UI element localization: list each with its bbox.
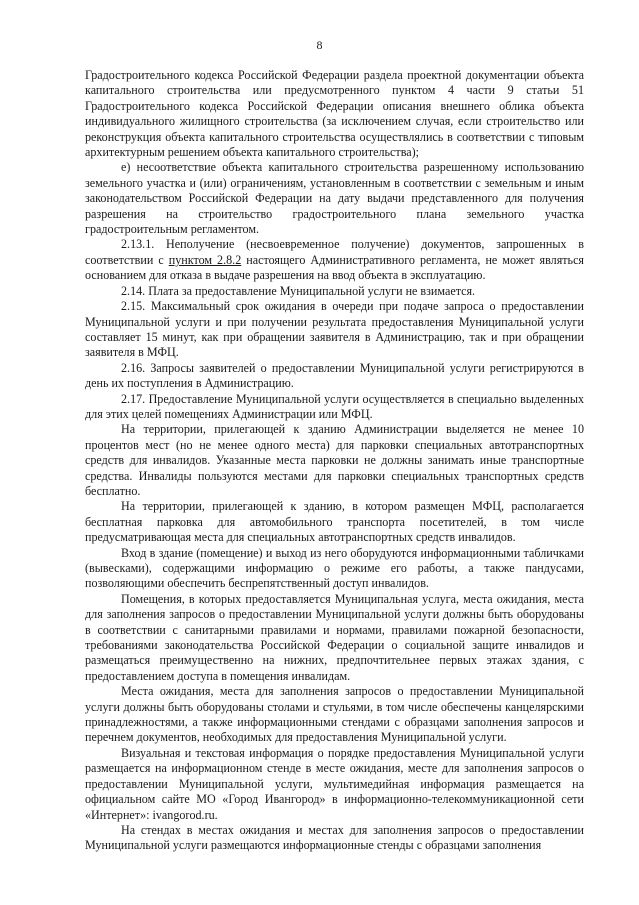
paragraph-parking-mfc: На территории, прилегающей к зданию, в котором размещен МФЦ, располагается бесплатная парковка для автомобильного транспорта посетителей, в том числе предусматривающая места для специальных автотранспортных средств инвалидов. (85, 499, 584, 545)
paragraph-parking-admin: На территории, прилегающей к зданию Администрации выделяется не менее 10 процентов мест (но не менее одного места) для парковки специальных автотранспортных средств для инвалидов. Указанные места парковки не должны занимать иные транспортные средства. Инвалиды пользуются местами для парковки специальных транспортных средств бесплатно. (85, 422, 584, 498)
paragraph-visual-info: Визуальная и текстовая информация о порядке предоставления Муниципальной услуги размещается на информационном стенде в месте ожидания, месте для заполнения запросов о предоставлении Муниципальной услуги, мультимедийная информация размещается на официальном сайте МО «Город Ивангород» в информационно-телекоммуникационной сети «Интернет»: ivangorod.ru. (85, 745, 584, 822)
paragraph-item-e: е) несоответствие объекта капитального строительства разрешенному использованию земельного участка и (или) ограничениям, установленным в соответствии с земельным и иным законодательством Российской Федерации на дату выдачи представленного для получения разрешения на строительство градостроительного плана земельного участка градостроительным регламентом. (85, 160, 584, 237)
body-text (85, 68, 584, 854)
paragraph-entrance: Вход в здание (помещение) и выход из него оборудуются информационными табличками (вывесками), содержащими информацию о режиме его работы, а также пандусами, позволяющими обеспечить беспрепятственный доступ инвалидов. (85, 545, 584, 591)
paragraph-2-14: 2.14. Плата за предоставление Муниципальной услуги не взимается. (121, 283, 476, 298)
paragraph-2-13-1-after: настоящего Административного регламента, не может являться основанием для отказа в выдаче разрешения на ввод объекта в эксплуатацию. (85, 252, 584, 283)
page-number: 8 (316, 38, 323, 52)
paragraph-2-13-1-before: 2.13.1. Неполучение (несвоевременное получение) документов, запрошенных в соответствии с (85, 237, 584, 267)
paragraph-2-17: 2.17. Предоставление Муниципальной услуги осуществляется в специально выделенных для этих целей помещениях Администрации или МФЦ. (85, 391, 584, 421)
paragraph-2-13-1 (85, 237, 584, 283)
paragraph-waiting-places: Места ожидания, места для заполнения запросов о предоставлении Муниципальной услуги должны быть оборудованы столами и стульями, в том числе обеспечены канцелярскими принадлежностями, а также информационными стендами с образцами заполнения запросов и перечнем документов, необходимых для предоставления Муниципальной услуги. (85, 684, 584, 745)
paragraph-continuation: Градостроительного кодекса Российской Федерации раздела проектной документации объекта капитального строительства или предусмотренного пунктом 4 части 9 статьи 51 Градостроительного кодекса Российской Федерации описания внешнего облика объекта индивидуального жилищного строительства (за исключением случая, если строительство или реконструкция объекта капитального строительства осуществлялись в соответствии с типовым архитектурным решением объекта капитального строительства); (85, 68, 584, 160)
reference-link[interactable]: пунктом 2.8.2 (168, 252, 242, 267)
paragraph-premises: Помещения, в которых предоставляется Муниципальная услуга, места ожидания, места для заполнения запросов о предоставлении Муниципальной услуги должны быть оборудованы в соответствии с санитарными правилами и нормами, правилами пожарной безопасности, требованиями законодательства Российской Федерации о социальной защите инвалидов и размещаться преимущественно на нижних, предпочтительнее первых этажах здания, с предоставлением доступа в помещения инвалидам. (85, 591, 584, 683)
paragraph-2-16: 2.16. Запросы заявителей о предоставлении Муниципальной услуги регистрируются в день их поступления в Администрацию. (85, 360, 584, 391)
paragraph-2-15: 2.15. Максимальный срок ожидания в очереди при подаче запроса о предоставлении Муниципальной услуги и при получении результата предоставления Муниципальной услуги составляет 15 минут, как при обращении заявителя в Администрацию, так и при обращении заявителя в МФЦ. (85, 299, 584, 360)
paragraph-stands: На стендах в местах ожидания и местах для заполнения запросов о предоставлении Муниципальной услуги размещаются информационные стенды с образцами заполнения (85, 822, 584, 853)
